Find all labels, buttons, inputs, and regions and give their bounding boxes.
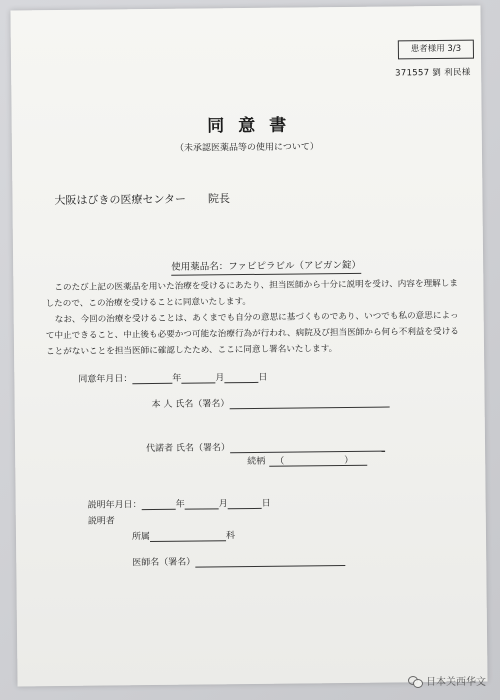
- proxy-signature-label: 代諾者 氏名（署名）: [146, 443, 230, 455]
- proxy-signature-field[interactable]: [230, 441, 385, 454]
- doctor-signature-row: [132, 553, 345, 568]
- explanation-date-label: 説明年月日：: [87, 500, 142, 511]
- hospital-name: 大阪はびきの医療センター: [54, 192, 187, 208]
- document-subtitle: （未承認医薬品等の使用について）: [174, 142, 319, 154]
- department-label: 科: [225, 531, 236, 542]
- affiliation-field[interactable]: [150, 530, 226, 542]
- consent-date-row: [78, 370, 267, 385]
- consent-day-label: 日: [258, 372, 268, 383]
- relation-underline: [269, 465, 367, 467]
- explanation-date-row: [88, 496, 271, 511]
- affiliation-label: 所属: [131, 532, 151, 543]
- explanation-month-field[interactable]: [185, 498, 219, 509]
- explanation-year-label: 年: [175, 499, 185, 510]
- consent-paragraph-2: なお、今回の治療を受けることは、あくまでも自分の意思に基づくものであり、いつでも私の意思によって中止できること、中止後も必要かつ可能な治療行為が行われ、病院及び担当医師から何ら不利益を受けることがないことを担当医師に確認したため、ここに同意し署名いたします。: [45, 310, 459, 358]
- consent-paragraph-1: このたび上記の医薬品を用いた治療を受けるにあたり、担当医師から十分に説明を受け、内容を理解しましたので、この治療を受けることに同意いたします。: [45, 278, 458, 310]
- proxy-signature-row: [146, 439, 385, 455]
- addressee-role: 院長: [207, 192, 231, 206]
- wechat-icon: [408, 675, 422, 687]
- document-title: 同意書: [207, 115, 301, 137]
- doctor-signature-field[interactable]: [195, 555, 345, 568]
- explanation-day-field[interactable]: [228, 498, 262, 509]
- patient-id-name: 371557 劉 利民様: [395, 67, 471, 79]
- consent-month-label: 月: [215, 373, 225, 384]
- explanation-day-label: 日: [261, 498, 271, 509]
- relation-label: 続柄: [247, 456, 266, 468]
- relation-open-paren: （: [275, 456, 285, 467]
- principal-signature-field[interactable]: [229, 397, 389, 410]
- drug-name-line: 使用薬品名：ファビピラビル（アビガン錠）: [171, 257, 361, 276]
- principal-signature-label: 本 人 氏名（署名）: [151, 399, 230, 411]
- watermark-text: 日本关西华文: [426, 677, 486, 688]
- watermark: [408, 673, 486, 688]
- affiliation-row: [132, 528, 235, 542]
- doctor-signature-label: 医師名（署名）: [132, 557, 196, 569]
- explainer-label: 説明者: [87, 516, 115, 527]
- explanation-year-field[interactable]: [142, 499, 176, 510]
- principal-signature-row: [152, 395, 390, 410]
- consent-date-label: 同意年月日：: [78, 374, 133, 385]
- explanation-month-label: 月: [218, 499, 228, 510]
- consent-year-label: 年: [172, 373, 182, 384]
- addressee: [54, 190, 230, 208]
- consent-day-field[interactable]: [224, 372, 258, 383]
- consent-year-field[interactable]: [132, 373, 172, 384]
- patient-copy-label: 患者様用 3/3: [398, 40, 474, 60]
- consent-month-field[interactable]: [181, 372, 215, 383]
- relation-close-paren: ）: [344, 455, 354, 467]
- consent-form-paper: [10, 6, 487, 687]
